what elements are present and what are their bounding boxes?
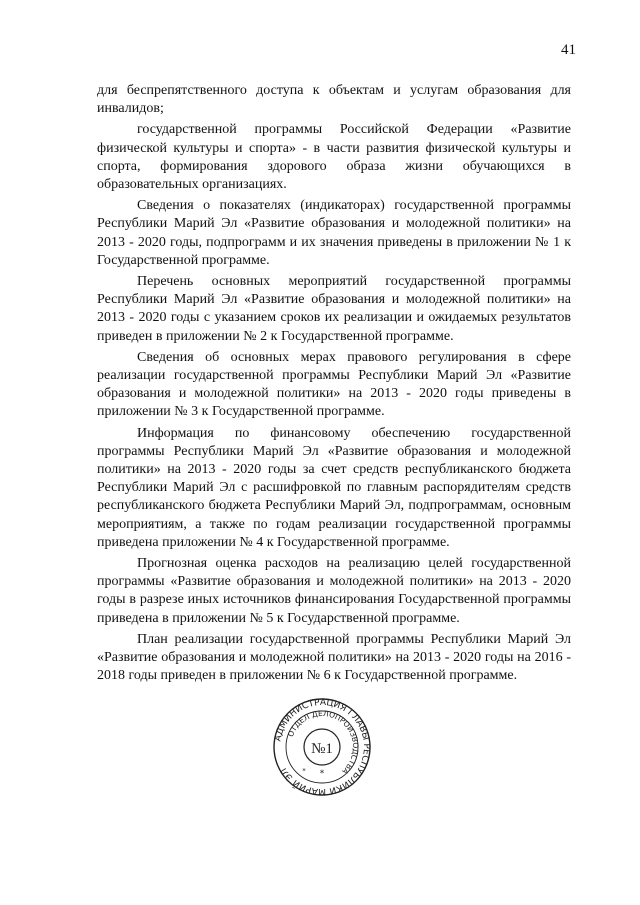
paragraph-8: План реализации государственной программы Республики Марий Эл «Развитие образования и молодежной политики» на 2013 - 2020 годы на 2016 - 2018 годы приведен в приложении № 6 к Государственной программе. xyxy=(97,631,571,684)
stamp-outer-text: АДМИНИСТРАЦИЯ ГЛАВЫ РЕСПУБЛИКИ МАРИЙ ЭЛ xyxy=(273,697,372,797)
page-number: 41 xyxy=(561,42,576,58)
document-body xyxy=(97,82,571,689)
official-stamp xyxy=(272,697,372,797)
paragraph-3: Сведения о показателях (индикаторах) государственной программы Республики Марий Эл «Развитие образования и молодежной политики» на 2013 - 2020 годы, подпрограмм и их значения приведены в приложении № 1 к Государственной программе. xyxy=(97,198,571,268)
paragraph-6: Информация по финансовому обеспечению государственной программы Республики Марий Эл «Развитие образования и молодежной политики» на 2013 - 2020 годы за счет средств республиканского бюджета Республики Марий Эл с расшифровкой по главным распорядителям средств республиканского бюджета Республики Марий Эл, подпрограммам, основным мероприятиям, а также по годам реализации государственной программы приведена приложении № 4 к Государственной программе. xyxy=(97,425,571,550)
stamp-inner-text: ОТДЕЛ ДЕЛОПРОИЗВОДСТВА xyxy=(285,708,361,777)
paragraph-2: государственной программы Российской Федерации «Развитие физической культуры и спорта» - в части развития физической культуры и спорта, формирования здорового образа жизни обучающихся в образовательных организациях. xyxy=(97,122,571,193)
stamp-star: * xyxy=(319,769,325,779)
paragraph-4: Перечень основных мероприятий государственной программы Республики Марий Эл «Развитие образования и молодежной политики» на 2013 - 2020 годы с указанием сроков их реализации и ожидаемых результатов приведен в приложении № 2 к Государственной программе. xyxy=(97,274,571,344)
stamp-star-left: * xyxy=(302,767,306,775)
paragraph-5: Сведения об основных мерах правового регулирования в сфере реализации государственной программы Республики Марий Эл «Развитие образования и молодежной политики» на 2013 - 2020 годы приведены в приложении № 3 к Государственной программе. xyxy=(97,349,571,420)
paragraph-7: Прогнозная оценка расходов на реализацию целей государственной программы «Развитие образования и молодежной политики» на 2013 - 2020 годы в разрезе иных источников финансирования Государственной программы приведена в приложении № 5 к Государственной программе. xyxy=(97,556,571,626)
stamp-center-label: №1 xyxy=(311,741,333,757)
paragraph-1: для беспрепятственного доступа к объектам и услугам образования для инвалидов; xyxy=(97,83,571,117)
stamp-graphic xyxy=(272,697,372,797)
